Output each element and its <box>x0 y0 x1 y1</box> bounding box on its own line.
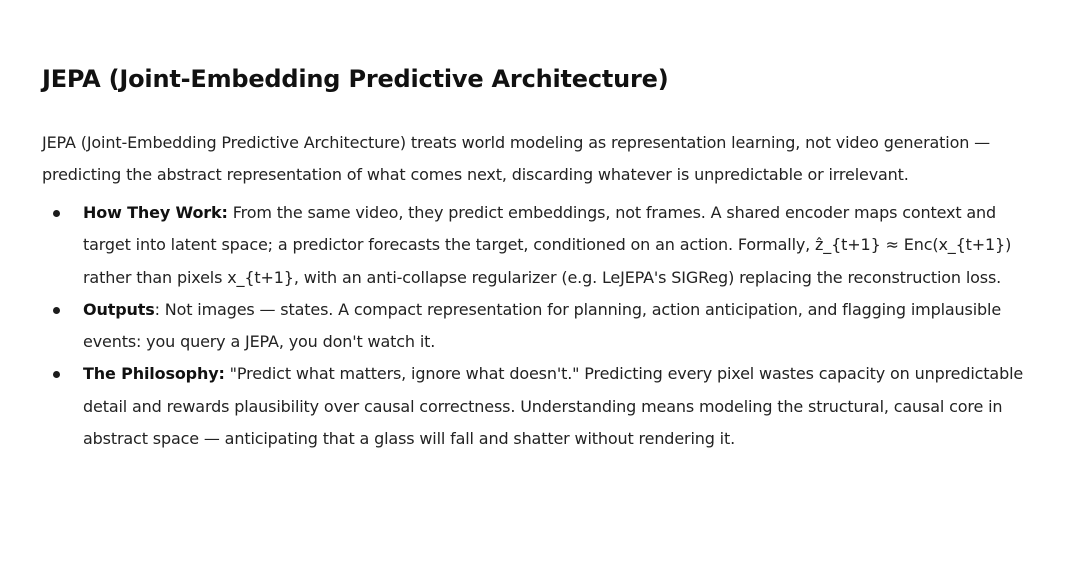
bullet-heading: Outputs <box>83 299 155 319</box>
bullet-outputs <box>42 294 1042 359</box>
bullet-text: From the same video, they predict embeddings, not frames. A shared encoder maps context and target into latent space; a predictor forecasts the target, conditioned on an action. Formally, ẑ_{t+1} ≈ Enc(x_{t+1}) rather than pixels x_{t+1}, with an anti-collapse regularizer (e.g. LeJEPA's SIGReg) replacing the reconstruction loss. <box>83 203 1012 287</box>
bullet-philosophy <box>42 358 1042 455</box>
bullet-heading: How They Work: <box>83 203 228 222</box>
bullet-dot-icon <box>53 307 60 314</box>
bullet-dot-icon <box>53 210 60 217</box>
bullet-dot-icon <box>53 371 60 378</box>
bullet-list <box>42 197 1042 455</box>
bullet-how-they-work <box>42 197 1042 294</box>
bullet-text: : Not images — states. A compact representation for planning, action anticipation, and flagging implausible events: you query a JEPA, you don't watch it. <box>83 299 1002 352</box>
document <box>42 62 1042 455</box>
intro-paragraph: JEPA (Joint-Embedding Predictive Architecture) treats world modeling as representation learning, not video generation — predicting the abstract representation of what comes next, discarding whatever is unpredictable or irrelevant. <box>42 133 991 184</box>
bullet-heading: The Philosophy: <box>83 364 225 384</box>
bullet-text: "Predict what matters, ignore what doesn't." Predicting every pixel wastes capacity on unpredictable detail and rewards plausibility over causal correctness. Understanding means modeling the structural, causal core in abstract space — anticipating that a glass will fall and shatter without rendering it. <box>83 364 1024 449</box>
page-title: JEPA (Joint-Embedding Predictive Architecture) <box>42 65 669 93</box>
